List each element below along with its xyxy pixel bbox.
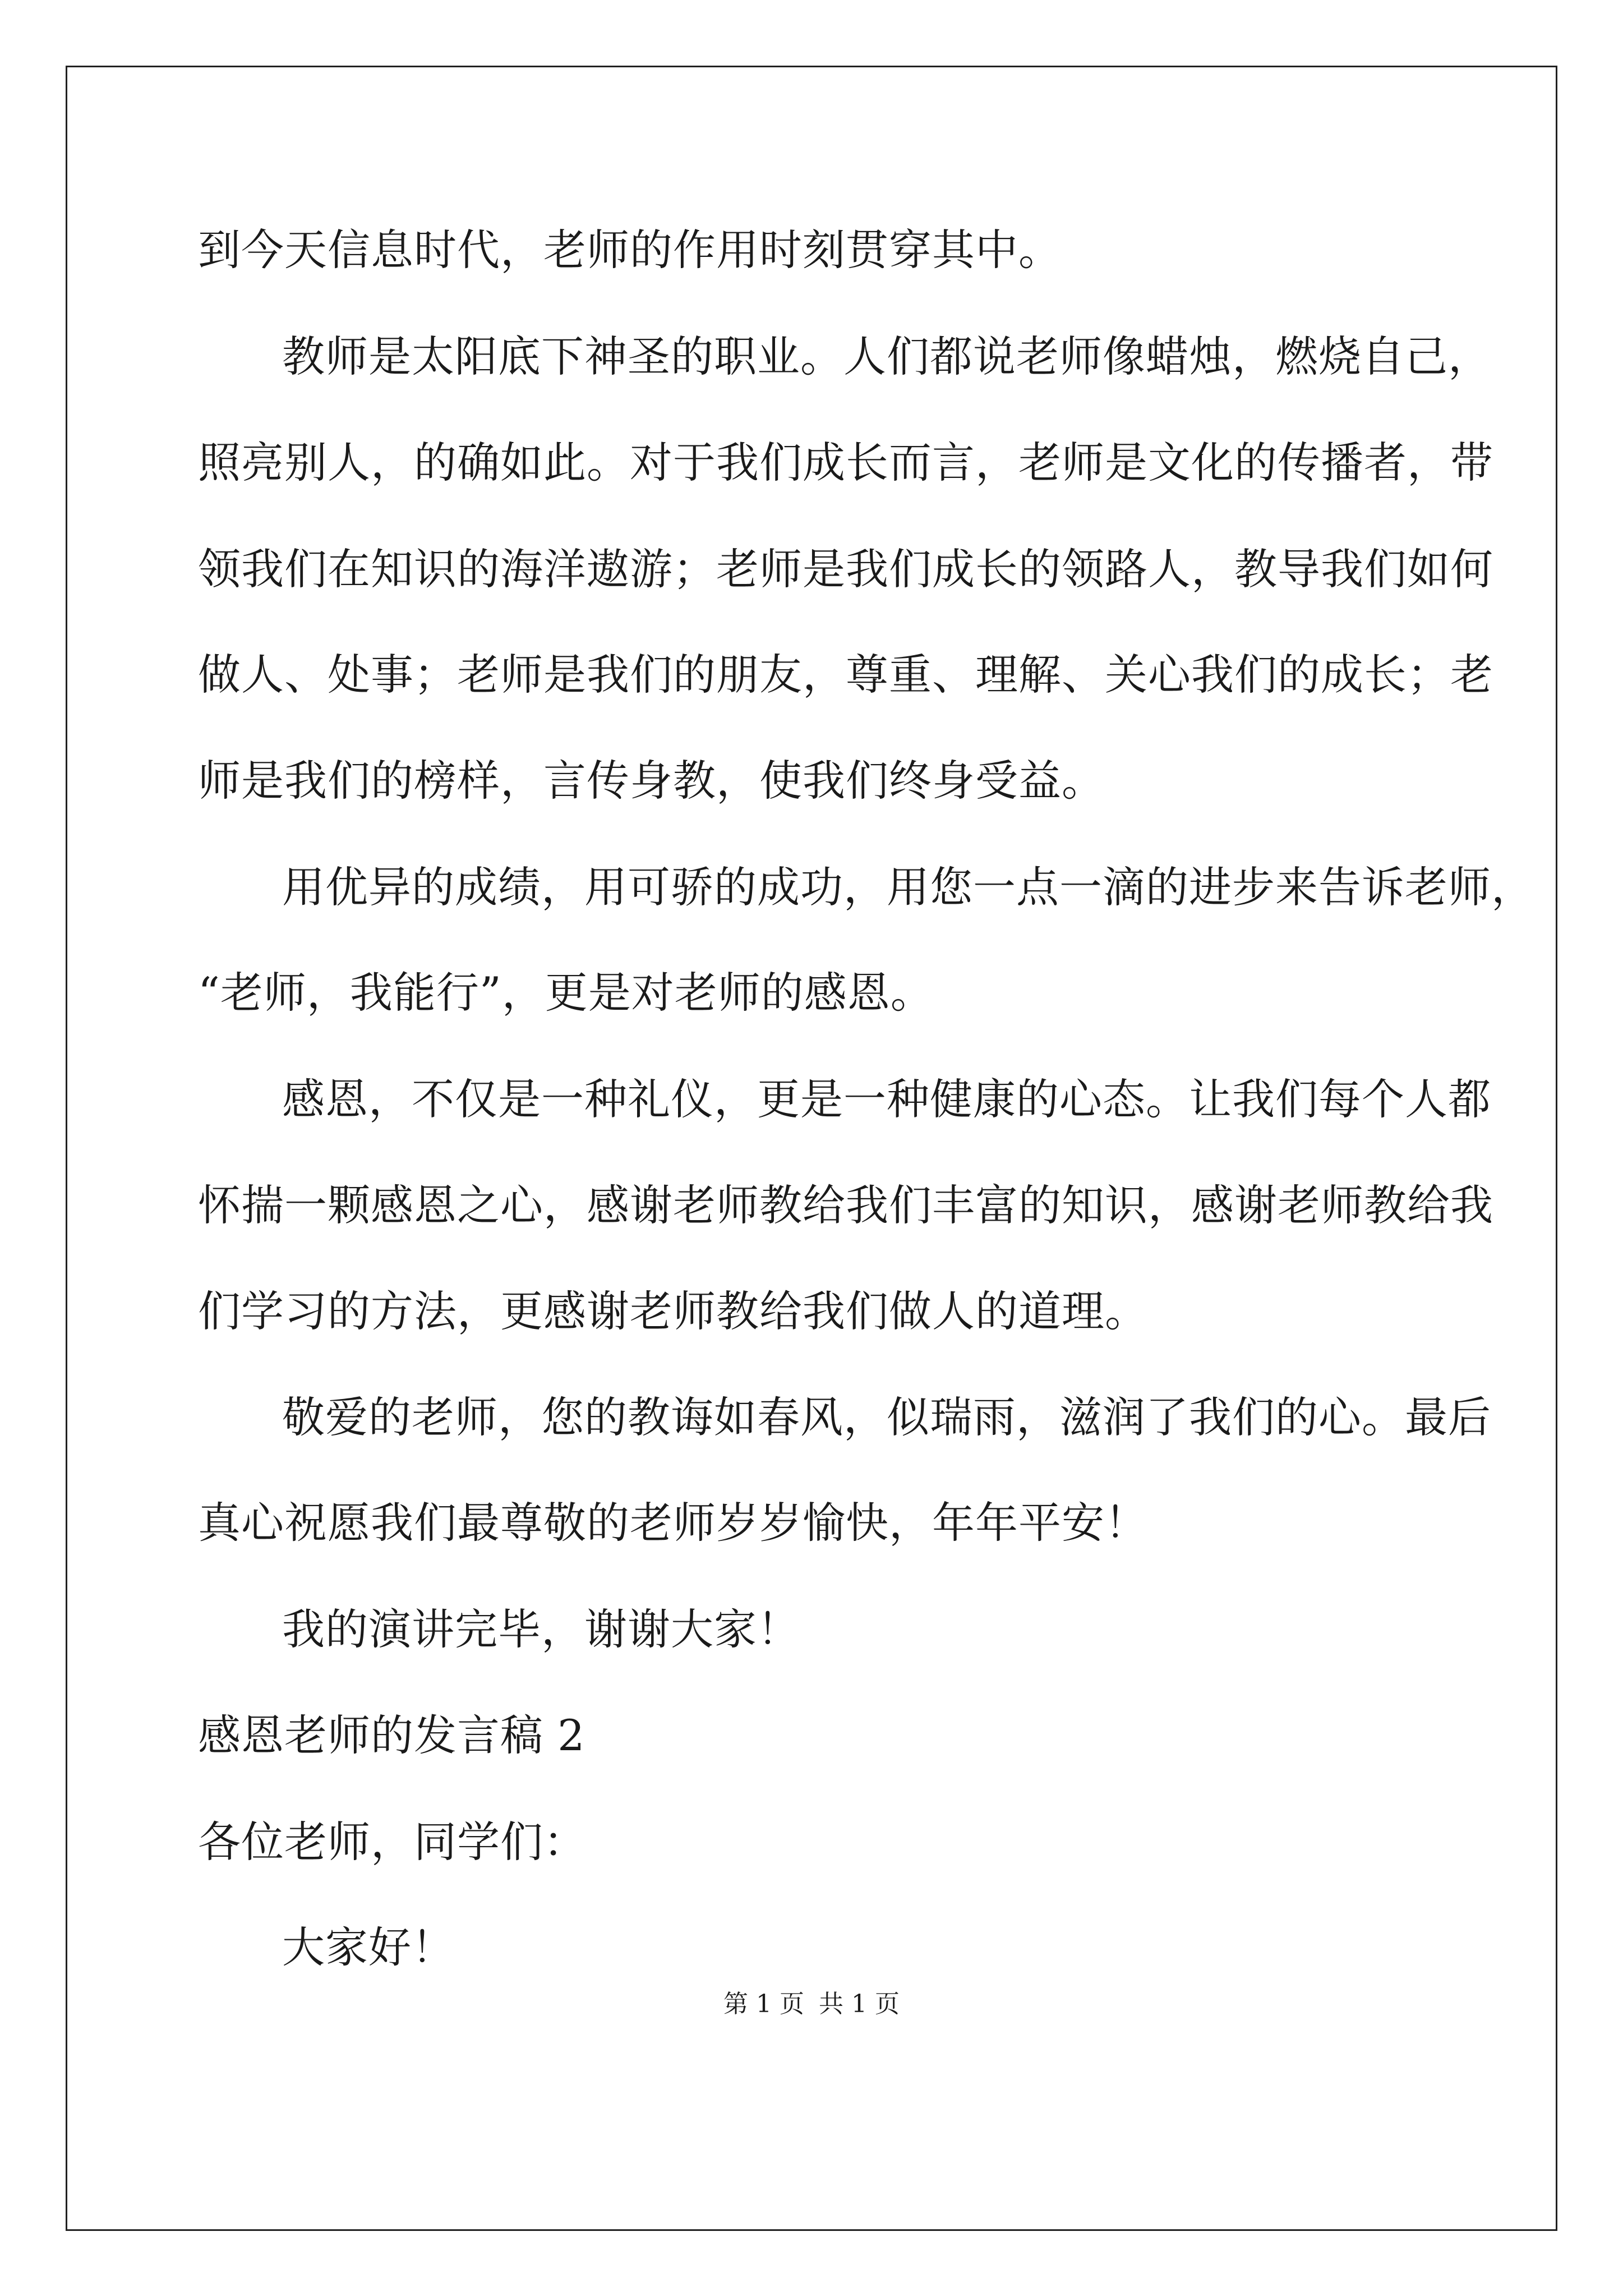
text-line: 师是我们的榜样，言传身教，使我们终身受益。 xyxy=(198,756,1105,806)
text-line: 做人、处事；老师是我们的朋友，尊重、理解、关心我们的成长；老 xyxy=(198,650,1493,700)
text-line: 真心祝愿我们最尊敬的老师岁岁愉快，年年平安！ xyxy=(198,1498,1148,1548)
paragraph-line: 敬爱的老师，您的教诲如春风，似瑞雨，滋润了我们的心。最后 xyxy=(282,1392,1491,1442)
page-border xyxy=(66,66,1557,2231)
text-line: 到今天信息时代，老师的作用时刻贯穿其中。 xyxy=(198,225,1062,275)
paragraph-line: 感恩，不仅是一种礼仪，更是一种健康的心态。让我们每个人都 xyxy=(282,1074,1491,1124)
page-footer xyxy=(0,1989,1623,2020)
paragraph-line: 用优异的成绩，用可骄的成功，用您一点一滴的进步来告诉老师， xyxy=(282,862,1534,912)
text-line: 照亮别人，的确如此。对于我们成长而言，老师是文化的传播者，带 xyxy=(198,438,1493,487)
text-line: 领我们在知识的海洋遨游；老师是我们成长的领路人，教导我们如何 xyxy=(198,544,1493,594)
page-total: 共 1 页 xyxy=(819,1990,900,2018)
paragraph-line: 我的演讲完毕，谢谢大家！ xyxy=(282,1604,800,1654)
page-number: 第 1 页 xyxy=(723,1990,804,2018)
section-title: 感恩老师的发言稿 2 xyxy=(198,1710,585,1760)
text-line: “老师，我能行”，更是对老师的感恩。 xyxy=(198,968,934,1018)
greeting: 大家好！ xyxy=(282,1922,455,1972)
salutation: 各位老师，同学们： xyxy=(198,1817,587,1867)
text-line: 怀揣一颗感恩之心，感谢老师教给我们丰富的知识，感谢老师教给我 xyxy=(198,1180,1493,1230)
paragraph-line: 教师是太阳底下神圣的职业。人们都说老师像蜡烛，燃烧自己， xyxy=(282,332,1491,381)
text-line: 们学习的方法，更感谢老师教给我们做人的道理。 xyxy=(198,1286,1148,1336)
